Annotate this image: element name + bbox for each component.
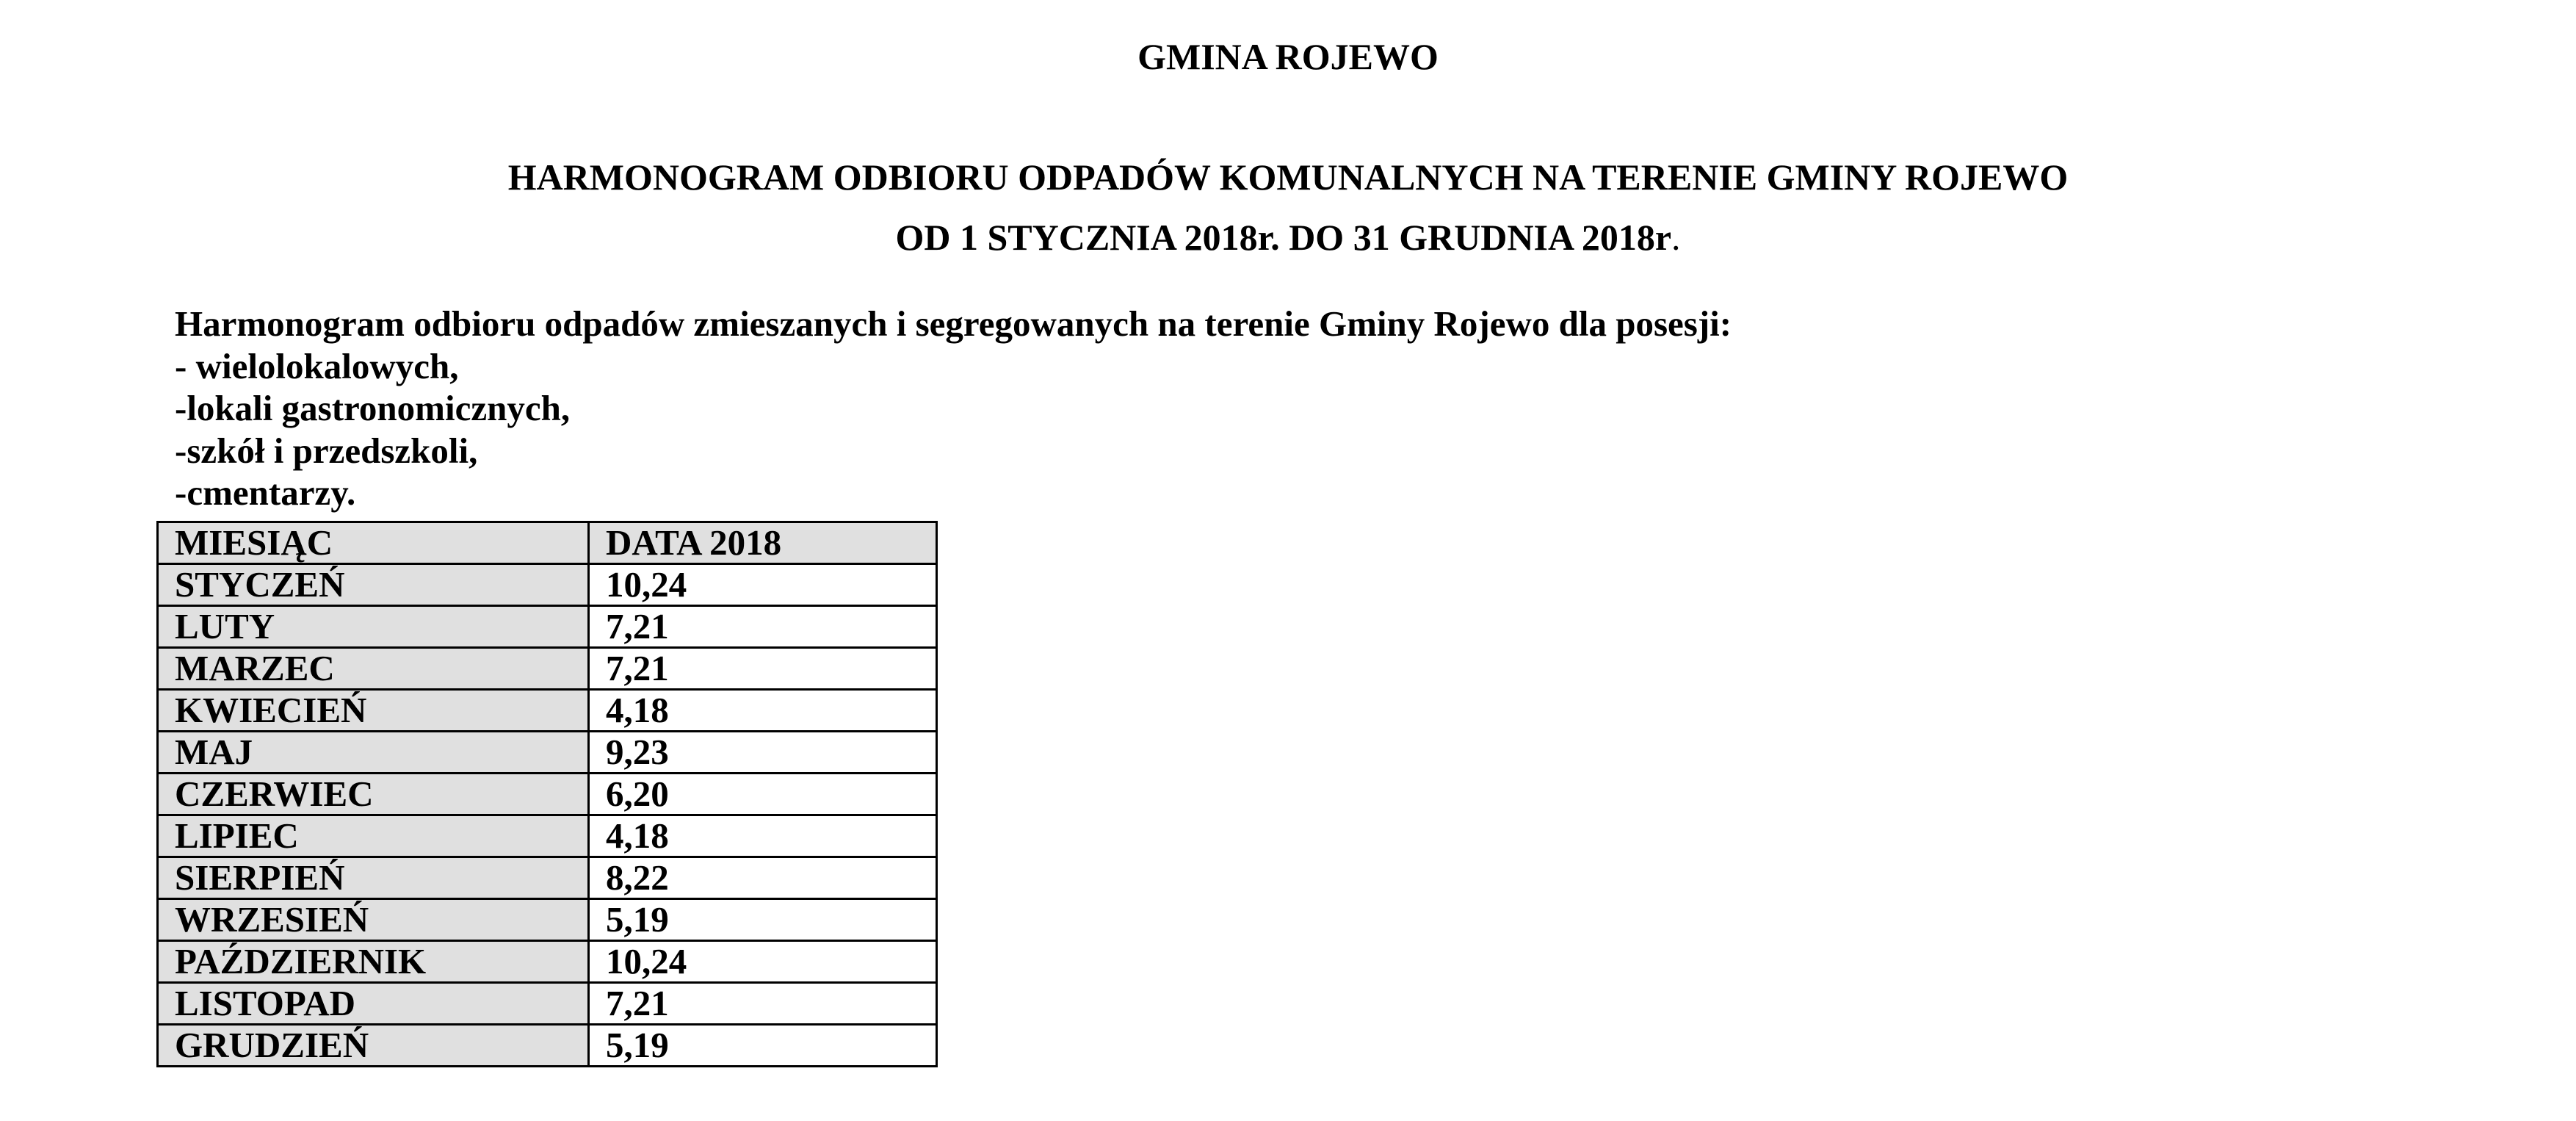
month-cell: LIPIEC — [158, 815, 589, 857]
schedule-heading: HARMONOGRAM ODBIORU ODPADÓW KOMUNALNYCH NA TERENIE GMINY ROJEWO — [507, 156, 2069, 198]
month-cell: WRZESIEŃ — [158, 899, 589, 941]
intro-section — [175, 303, 1732, 514]
table-row — [158, 774, 937, 815]
date-cell: 5,19 — [589, 1025, 937, 1067]
month-cell: SIERPIEŃ — [158, 857, 589, 899]
header-month: MIESIĄC — [158, 522, 589, 564]
date-range-text: OD 1 STYCZNIA 2018r. DO 31 GRUDNIA 2018r — [895, 217, 1672, 258]
date-cell: 4,18 — [589, 815, 937, 857]
date-cell: 8,22 — [589, 857, 937, 899]
month-cell: KWIECIEŃ — [158, 690, 589, 732]
date-cell: 5,19 — [589, 899, 937, 941]
property-type-item: - wielolokalowych, — [175, 345, 459, 386]
table-row — [158, 606, 937, 648]
date-cell: 9,23 — [589, 732, 937, 774]
date-cell: 7,21 — [589, 648, 937, 690]
month-cell: MAJ — [158, 732, 589, 774]
month-cell: MARZEC — [158, 648, 589, 690]
table-row — [158, 648, 937, 690]
table-row — [158, 690, 937, 732]
month-cell: CZERWIEC — [158, 774, 589, 815]
document-title: GMINA ROJEWO — [1137, 36, 1439, 77]
date-range-period: . — [1671, 217, 1681, 258]
month-cell: LUTY — [158, 606, 589, 648]
date-cell: 4,18 — [589, 690, 937, 732]
table-row — [158, 815, 937, 857]
table-row — [158, 899, 937, 941]
header-date: DATA 2018 — [589, 522, 937, 564]
month-cell: STYCZEŃ — [158, 564, 589, 606]
table-row — [158, 983, 937, 1025]
table-row — [158, 857, 937, 899]
table-row — [158, 941, 937, 983]
month-cell: PAŹDZIERNIK — [158, 941, 589, 983]
month-cell: LISTOPAD — [158, 983, 589, 1025]
date-cell: 10,24 — [589, 564, 937, 606]
property-type-item: -cmentarzy. — [175, 472, 356, 513]
date-cell: 7,21 — [589, 606, 937, 648]
collection-schedule-table — [156, 521, 938, 1067]
month-cell: GRUDZIEŃ — [158, 1025, 589, 1067]
date-cell: 6,20 — [589, 774, 937, 815]
table-row — [158, 732, 937, 774]
property-type-item: -lokali gastronomicznych, — [175, 388, 571, 428]
date-cell: 7,21 — [589, 983, 937, 1025]
property-type-item: -szkół i przedszkoli, — [175, 430, 478, 471]
intro-text: Harmonogram odbioru odpadów zmieszanych i segregowanych na terenie Gminy Rojewo dla posesji: — [175, 303, 1732, 344]
date-cell: 10,24 — [589, 941, 937, 983]
schedule-date-range — [0, 216, 2576, 259]
table-row — [158, 1025, 937, 1067]
table-row — [158, 564, 937, 606]
table-header-row — [158, 522, 937, 564]
